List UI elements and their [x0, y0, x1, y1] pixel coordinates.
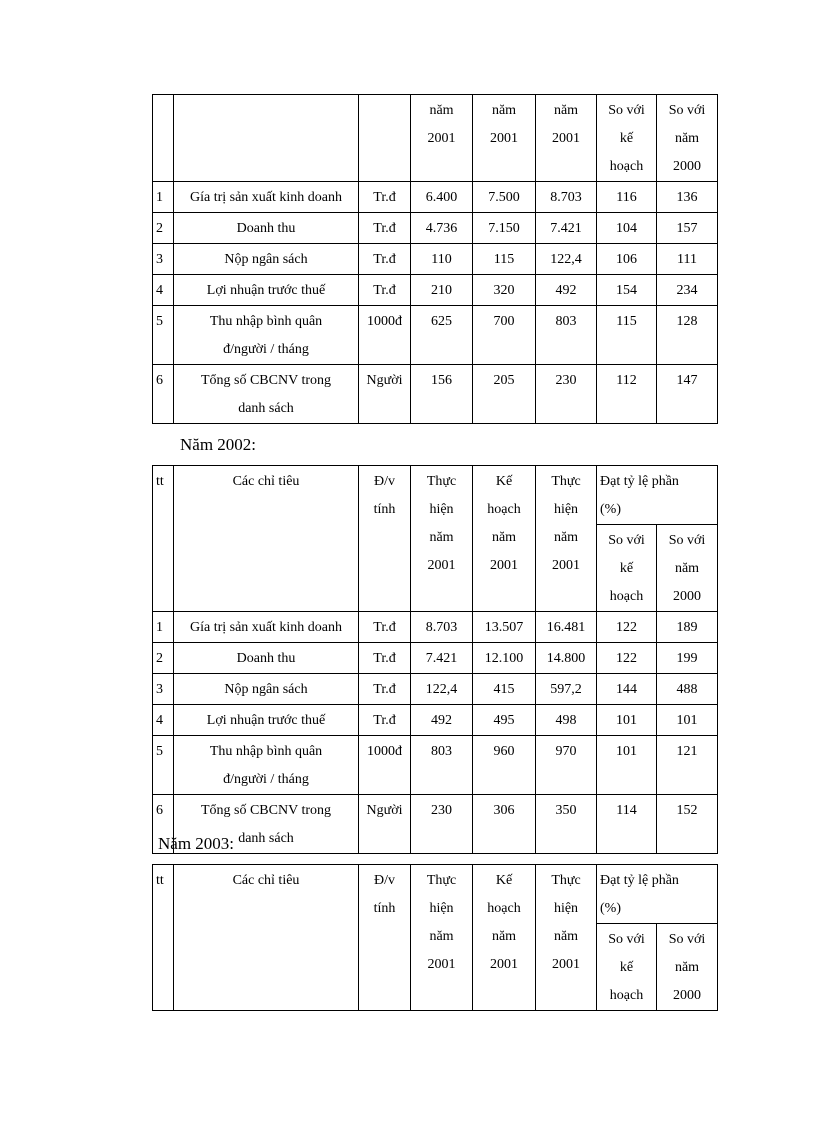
row-index: 2	[153, 643, 174, 674]
plan-cell: 415	[473, 674, 536, 705]
plan-cell: 13.507	[473, 612, 536, 643]
criteria-cell: Thu nhập bình quân đ/người / tháng	[174, 736, 359, 795]
plan-cell: 12.100	[473, 643, 536, 674]
table-2002	[152, 465, 718, 854]
vs-prev-cell: 136	[657, 182, 718, 213]
actual-prev-cell: 625	[411, 306, 473, 365]
table-row	[153, 365, 718, 424]
table-row	[153, 213, 718, 244]
vs-plan-cell: 115	[597, 306, 657, 365]
row-index: 3	[153, 244, 174, 275]
vs-prev-cell: 121	[657, 736, 718, 795]
unit-cell: 1000đ	[359, 306, 411, 365]
table-row	[153, 244, 718, 275]
header-cell: So với năm 2000	[657, 95, 718, 182]
vs-prev-cell: 199	[657, 643, 718, 674]
header-cell	[359, 95, 411, 182]
actual-cell: 498	[536, 705, 597, 736]
header-ratio: Đạt tỷ lệ phần (%)	[597, 466, 718, 525]
row-index: 5	[153, 736, 174, 795]
table-header-row	[153, 466, 718, 525]
criteria-cell: Doanh thu	[174, 643, 359, 674]
unit-cell: Tr.đ	[359, 244, 411, 275]
header-actual-prev: Thực hiện năm 2001	[411, 865, 473, 1011]
actual-cell: 122,4	[536, 244, 597, 275]
vs-plan-cell: 116	[597, 182, 657, 213]
vs-plan-cell: 106	[597, 244, 657, 275]
actual-prev-cell: 492	[411, 705, 473, 736]
header-plan: Kế hoạch năm 2001	[473, 466, 536, 612]
criteria-cell: Tổng số CBCNV trong danh sách	[174, 795, 359, 854]
table-2003-body	[153, 865, 718, 1011]
actual-prev-cell: 210	[411, 275, 473, 306]
criteria-cell: Lợi nhuận trước thuế	[174, 275, 359, 306]
table-header-row	[153, 865, 718, 924]
vs-prev-cell: 152	[657, 795, 718, 854]
vs-plan-cell: 122	[597, 612, 657, 643]
plan-cell: 7.500	[473, 182, 536, 213]
unit-cell: Người	[359, 365, 411, 424]
unit-cell: 1000đ	[359, 736, 411, 795]
criteria-cell: Doanh thu	[174, 213, 359, 244]
criteria-cell: Gía trị sản xuất kinh doanh	[174, 612, 359, 643]
actual-prev-cell: 7.421	[411, 643, 473, 674]
table-row	[153, 736, 718, 795]
criteria-cell: Nộp ngân sách	[174, 244, 359, 275]
header-actual-prev: Thực hiện năm 2001	[411, 466, 473, 612]
header-unit: Đ/v tính	[359, 466, 411, 612]
header-vs-prev: So với năm 2000	[657, 924, 718, 1011]
vs-plan-cell: 101	[597, 705, 657, 736]
actual-cell: 970	[536, 736, 597, 795]
vs-prev-cell: 157	[657, 213, 718, 244]
table-2003	[152, 864, 718, 1011]
actual-prev-cell: 6.400	[411, 182, 473, 213]
actual-prev-cell: 230	[411, 795, 473, 854]
header-plan: Kế hoạch năm 2001	[473, 865, 536, 1011]
table-row	[153, 674, 718, 705]
criteria-cell: Nộp ngân sách	[174, 674, 359, 705]
table-2002-body	[153, 466, 718, 854]
actual-cell: 230	[536, 365, 597, 424]
header-criteria: Các chỉ tiêu	[174, 865, 359, 1011]
row-index: 6	[153, 795, 174, 854]
section-heading-2002: Năm 2002:	[180, 435, 257, 454]
actual-prev-cell: 803	[411, 736, 473, 795]
vs-prev-cell: 147	[657, 365, 718, 424]
criteria-cell: Gía trị sản xuất kinh doanh	[174, 182, 359, 213]
table-row	[153, 612, 718, 643]
header-cell	[153, 95, 174, 182]
header-cell: năm 2001	[411, 95, 473, 182]
unit-cell: Người	[359, 795, 411, 854]
table-row	[153, 705, 718, 736]
vs-prev-cell: 189	[657, 612, 718, 643]
row-index: 6	[153, 365, 174, 424]
plan-cell: 495	[473, 705, 536, 736]
plan-cell: 115	[473, 244, 536, 275]
table-header-row	[153, 95, 718, 182]
actual-prev-cell: 122,4	[411, 674, 473, 705]
vs-plan-cell: 114	[597, 795, 657, 854]
unit-cell: Tr.đ	[359, 182, 411, 213]
row-index: 5	[153, 306, 174, 365]
actual-prev-cell: 8.703	[411, 612, 473, 643]
row-index: 4	[153, 705, 174, 736]
actual-cell: 492	[536, 275, 597, 306]
header-vs-prev: So với năm 2000	[657, 525, 718, 612]
plan-cell: 205	[473, 365, 536, 424]
header-cell: năm 2001	[536, 95, 597, 182]
row-index: 3	[153, 674, 174, 705]
unit-cell: Tr.đ	[359, 705, 411, 736]
actual-cell: 597,2	[536, 674, 597, 705]
actual-prev-cell: 110	[411, 244, 473, 275]
table-row	[153, 306, 718, 365]
plan-cell: 306	[473, 795, 536, 854]
actual-cell: 8.703	[536, 182, 597, 213]
vs-plan-cell: 101	[597, 736, 657, 795]
actual-prev-cell: 156	[411, 365, 473, 424]
table-row	[153, 275, 718, 306]
row-index: 1	[153, 182, 174, 213]
row-index: 2	[153, 213, 174, 244]
criteria-cell: Thu nhập bình quân đ/người / tháng	[174, 306, 359, 365]
unit-cell: Tr.đ	[359, 612, 411, 643]
header-cell: năm 2001	[473, 95, 536, 182]
header-tt: tt	[153, 466, 174, 612]
criteria-cell: Tổng số CBCNV trong danh sách	[174, 365, 359, 424]
unit-cell: Tr.đ	[359, 275, 411, 306]
plan-cell: 960	[473, 736, 536, 795]
header-unit: Đ/v tính	[359, 865, 411, 1011]
table-2001-body	[153, 95, 718, 424]
actual-cell: 7.421	[536, 213, 597, 244]
vs-plan-cell: 154	[597, 275, 657, 306]
actual-cell: 14.800	[536, 643, 597, 674]
vs-prev-cell: 101	[657, 705, 718, 736]
header-vs-plan: So với kế hoạch	[597, 924, 657, 1011]
row-index: 1	[153, 612, 174, 643]
actual-cell: 16.481	[536, 612, 597, 643]
table-2001-continued	[152, 94, 718, 424]
header-criteria: Các chỉ tiêu	[174, 466, 359, 612]
unit-cell: Tr.đ	[359, 213, 411, 244]
plan-cell: 320	[473, 275, 536, 306]
vs-prev-cell: 488	[657, 674, 718, 705]
table-row	[153, 643, 718, 674]
actual-cell: 803	[536, 306, 597, 365]
actual-prev-cell: 4.736	[411, 213, 473, 244]
unit-cell: Tr.đ	[359, 643, 411, 674]
vs-plan-cell: 144	[597, 674, 657, 705]
header-actual: Thực hiện năm 2001	[536, 466, 597, 612]
header-actual: Thực hiện năm 2001	[536, 865, 597, 1011]
header-vs-plan: So với kế hoạch	[597, 525, 657, 612]
header-tt: tt	[153, 865, 174, 1011]
table-row	[153, 182, 718, 213]
vs-plan-cell: 112	[597, 365, 657, 424]
actual-cell: 350	[536, 795, 597, 854]
header-ratio: Đạt tỷ lệ phần (%)	[597, 865, 718, 924]
plan-cell: 7.150	[473, 213, 536, 244]
vs-prev-cell: 128	[657, 306, 718, 365]
plan-cell: 700	[473, 306, 536, 365]
vs-prev-cell: 111	[657, 244, 718, 275]
vs-prev-cell: 234	[657, 275, 718, 306]
vs-plan-cell: 104	[597, 213, 657, 244]
row-index: 4	[153, 275, 174, 306]
unit-cell: Tr.đ	[359, 674, 411, 705]
section-heading-2003: Năm 2003:	[158, 834, 235, 853]
header-cell: So với kế hoạch	[597, 95, 657, 182]
header-cell	[174, 95, 359, 182]
criteria-cell: Lợi nhuận trước thuế	[174, 705, 359, 736]
table-row	[153, 795, 718, 854]
vs-plan-cell: 122	[597, 643, 657, 674]
